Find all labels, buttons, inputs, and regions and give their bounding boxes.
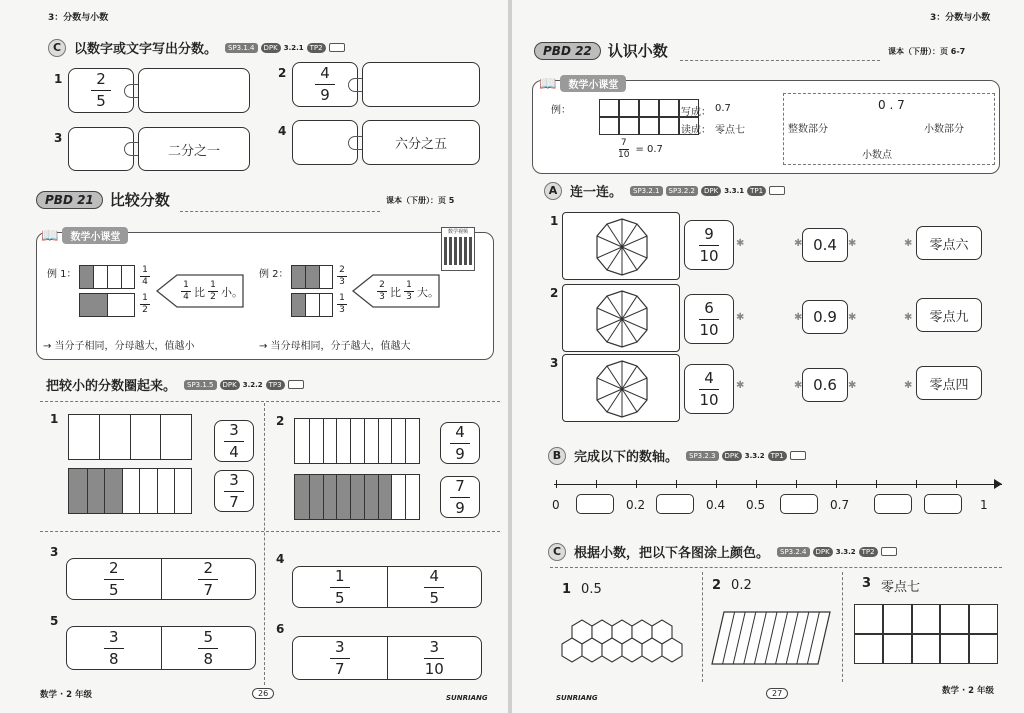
denominator: 5 [96,92,106,110]
match-dot[interactable]: ✱ [736,238,745,249]
fraction-card[interactable]: $\frac{4}{10}$ [684,364,734,414]
pbd-badge: PBD 22 [534,42,601,60]
example-label: 例 1： [47,269,77,280]
fraction-pair [66,558,256,600]
chapter-header: 3：分数与小数 [930,13,991,23]
word-card [362,120,480,165]
match-dot[interactable]: ✱ [848,238,857,249]
decagon-icon [563,355,681,423]
lesson-label: 数学小课堂 [62,227,128,244]
rule-text: → 当分母相同，分子越大，值越大 [259,341,411,352]
question-number: 4 [276,552,285,566]
tp-box [881,547,897,556]
match-dot[interactable]: ✱ [736,380,745,391]
section-letter: B [548,447,566,465]
tag: 3.3.2 [835,547,856,556]
word-card[interactable]: 零点四 [916,366,982,400]
decimal-display: 0 . 7 [878,98,905,112]
divider [180,211,380,212]
section-title: 把较小的分数圈起来。 [46,379,177,394]
color-task-2: 2 0.2 [712,578,752,593]
page-number: 26 [252,688,274,699]
publisher-logo: SUNRIANG [556,694,598,702]
decagon-icon [563,213,681,281]
fraction-bar-sevenths [68,468,192,514]
decimal-card[interactable]: 0.6 [802,368,848,402]
skill-tags [225,43,345,53]
lesson-header [41,227,128,244]
math-lesson-box [36,227,494,360]
fraction-pair [292,636,482,680]
chapter-header: 3：分数与小数 [48,13,109,23]
arrow-head-icon [994,479,1002,489]
tag: DPK [220,380,240,390]
decimal-card[interactable]: 0.9 [802,300,848,334]
match-dot[interactable]: ✱ [794,312,803,323]
match-dot[interactable]: ✱ [904,312,913,323]
tag: SP3.2.1 [630,186,662,196]
match-dot[interactable]: ✱ [904,238,913,249]
qr-label: 数学视频 [447,229,468,235]
tag: TP3 [266,380,285,390]
rule-text: → 当分子相同，分母越大，值越小 [43,341,195,352]
textbook-ref: 课本（下册）：页 5 [386,196,455,205]
qr-code[interactable] [441,227,475,271]
divider [842,572,843,682]
fraction-label: 1 4 [140,266,150,287]
decimal-card[interactable]: 0.4 [802,228,848,262]
word-card[interactable]: 零点九 [916,298,982,332]
section-title: 根据小数，把以下各图涂上颜色。 [574,546,770,561]
fraction-equation: 7 10 = 0.7 [618,138,663,160]
question-number: 4 [278,124,287,138]
number-answer-box[interactable] [656,494,694,514]
skill-tags [630,186,785,196]
fraction-option[interactable]: $\frac{3}{7}$ [293,637,388,679]
tick-label: 0.5 [746,498,766,512]
tick-label: 1 [980,498,988,512]
fraction-option[interactable]: $\frac{2}{7}$ [162,559,256,599]
question-number: 5 [50,614,59,628]
question-number: 6 [276,622,285,636]
color-task-1: 1 0.5 [562,582,602,597]
section-title: 完成以下的数轴。 [574,450,679,465]
fraction-card[interactable]: $\frac{6}{10}$ [684,294,734,344]
numerator: 4 [320,64,330,82]
match-dot[interactable]: ✱ [736,312,745,323]
fraction-bar-ninths [294,418,420,464]
tick-label: 0.4 [706,498,726,512]
tag: DPK [701,186,721,196]
section-title: 连一连。 [570,185,623,200]
fraction-bar-thirds [291,265,333,289]
numerator: 2 [96,70,106,88]
match-dot[interactable]: ✱ [848,380,857,391]
tick-label: 0 [552,498,560,512]
match-dot[interactable]: ✱ [848,312,857,323]
footer-subject: 数学 · 2 年级 [942,686,995,696]
divider [40,531,500,532]
section-title: 以数字或文字写出分数。 [74,42,218,57]
hexagon-grid[interactable] [560,608,700,670]
divider [264,403,265,685]
lesson-label: 数学小课堂 [560,75,626,92]
number-answer-box[interactable] [780,494,818,514]
fraction-option[interactable]: $\frac{2}{5}$ [67,559,162,599]
publisher-logo: SUNRIANG [446,694,488,702]
example-label: 例： [551,105,571,116]
divider [40,401,500,402]
fraction-bar-ninths [294,474,420,520]
tag: SP3.1.4 [225,43,257,53]
fraction-pair [292,566,482,608]
tag: 3.2.1 [283,43,304,52]
number-answer-box[interactable] [576,494,614,514]
tag: 3.3.1 [724,186,745,195]
tag: DPK [813,547,833,557]
skill-tags [184,380,304,390]
divider [702,572,703,682]
fraction-option[interactable]: $\frac{4}{9}$ [440,422,480,464]
tp-box [790,451,806,460]
footer-subject: 数学 · 2 年级 [40,690,93,700]
circle-section-header [46,375,304,394]
question-number: 2 [276,414,285,428]
decimal-part-label: 小数部分 [924,124,964,135]
fraction-pair [66,626,256,670]
number-answer-box[interactable] [924,494,962,514]
example-label: 例 2： [259,269,289,280]
decagon-picture [562,212,680,280]
fraction-card[interactable]: $\frac{9}{10}$ [684,220,734,270]
place-value-diagram [783,93,995,165]
pbd-title: 比较分数 [109,191,170,209]
read-as: 读成： 零点七 [681,125,745,136]
fraction-label: 1 2 [140,294,150,315]
skill-tags [777,547,897,557]
fraction-label: 2 3 [337,266,347,287]
fraction [315,65,335,104]
word-card[interactable]: 零点六 [916,226,982,260]
question-number: 3 [550,356,559,370]
section-letter: C [48,39,66,57]
tag: SP3.1.5 [184,380,216,390]
fraction-option[interactable]: $\frac{7}{9}$ [440,476,480,518]
tag: DPK [261,43,281,53]
parallelogram-strips[interactable] [708,606,838,668]
tag: TP2 [859,547,878,557]
tag: SP3.2.2 [666,186,698,196]
rectangle-grid[interactable] [854,604,998,664]
tag: SP3.2.4 [777,547,809,557]
section-letter: A [544,182,562,200]
write-as: 写成： 0.7 [681,103,731,118]
divider [550,567,1002,568]
left-page [0,0,508,713]
section-b-header [548,446,806,465]
skill-tags [686,451,806,461]
question-number: 1 [550,214,559,228]
question-number: 2 [278,66,287,80]
word-card [138,127,250,171]
fraction-option[interactable]: $\frac{3}{7}$ [214,470,254,512]
book-icon: 📖 [41,227,59,244]
question-number: 3 [50,545,59,559]
match-dot[interactable]: ✱ [794,380,803,391]
tag: DPK [722,451,742,461]
tag: TP1 [747,186,766,196]
pbd21-header [36,189,170,210]
pbd-title: 认识小数 [607,42,668,60]
qr-pattern-icon [444,237,472,265]
number-answer-box[interactable] [874,494,912,514]
answer-box[interactable] [362,62,480,107]
section-c-header [548,542,897,561]
fraction [91,71,111,110]
pbd22-header [534,40,668,61]
math-lesson-box [532,75,1000,174]
fraction-label: 1 3 [337,294,347,315]
decagon-picture [562,354,680,422]
tp-box [288,380,304,389]
fraction-bar-thirds [291,293,333,317]
decagon-picture [562,284,680,352]
section-letter: C [548,543,566,561]
tick-label: 0.2 [626,498,646,512]
right-page [512,0,1024,713]
comparison-sentence: 1 4 比 1 2 小。 [181,281,243,302]
fraction-words: 二分之一 [167,143,220,159]
answer-box[interactable] [138,68,250,113]
color-task-3: 3 零点七 [862,576,921,595]
fraction-option[interactable]: $\frac{3}{4}$ [214,420,254,462]
fraction-bar-quarters [68,414,192,460]
decagon-icon [563,285,681,353]
fraction-words: 六分之五 [394,137,447,152]
book-icon: 📖 [539,75,557,92]
fraction-bar-quarters [79,265,135,289]
integer-part-label: 整数部分 [788,124,828,135]
number-line [554,484,1002,524]
tag: 3.2.2 [242,380,263,389]
tag: 3.3.2 [744,451,765,460]
question-number: 1 [50,412,59,426]
number-line-axis [554,484,1002,485]
fraction-option[interactable]: $\frac{3}{10}$ [424,637,444,678]
question-number: 2 [550,286,559,300]
page-number: 27 [766,688,788,699]
match-dot[interactable]: ✱ [794,238,803,249]
section-a-header [544,181,785,200]
textbook-ref: 课本（下册）：页 6-7 [888,47,966,56]
question-number: 1 [54,72,63,86]
tp-box [769,186,785,195]
comparison-sentence: 2 3 比 1 3 大。 [377,281,439,302]
question-number: 3 [54,131,63,145]
pbd-badge: PBD 21 [36,191,103,209]
denominator: 9 [320,86,330,104]
decimal-point-label: 小数点 [862,150,892,161]
fraction-bar-halves [79,293,135,317]
tag: SP3.2.3 [686,451,718,461]
section-c-header [48,38,345,57]
match-dot[interactable]: ✱ [904,380,913,391]
tag: TP2 [307,43,326,53]
tag: TP1 [768,451,787,461]
lesson-header [539,75,626,92]
fraction-option[interactable]: $\frac{4}{5}$ [388,567,482,607]
divider [680,60,880,61]
fraction-option[interactable]: $\frac{5}{8}$ [162,627,256,669]
tp-box [329,43,345,52]
fraction-option[interactable]: $\frac{3}{8}$ [67,627,162,669]
tick-label: 0.7 [830,498,850,512]
fraction-option[interactable]: $\frac{1}{5}$ [293,567,388,607]
